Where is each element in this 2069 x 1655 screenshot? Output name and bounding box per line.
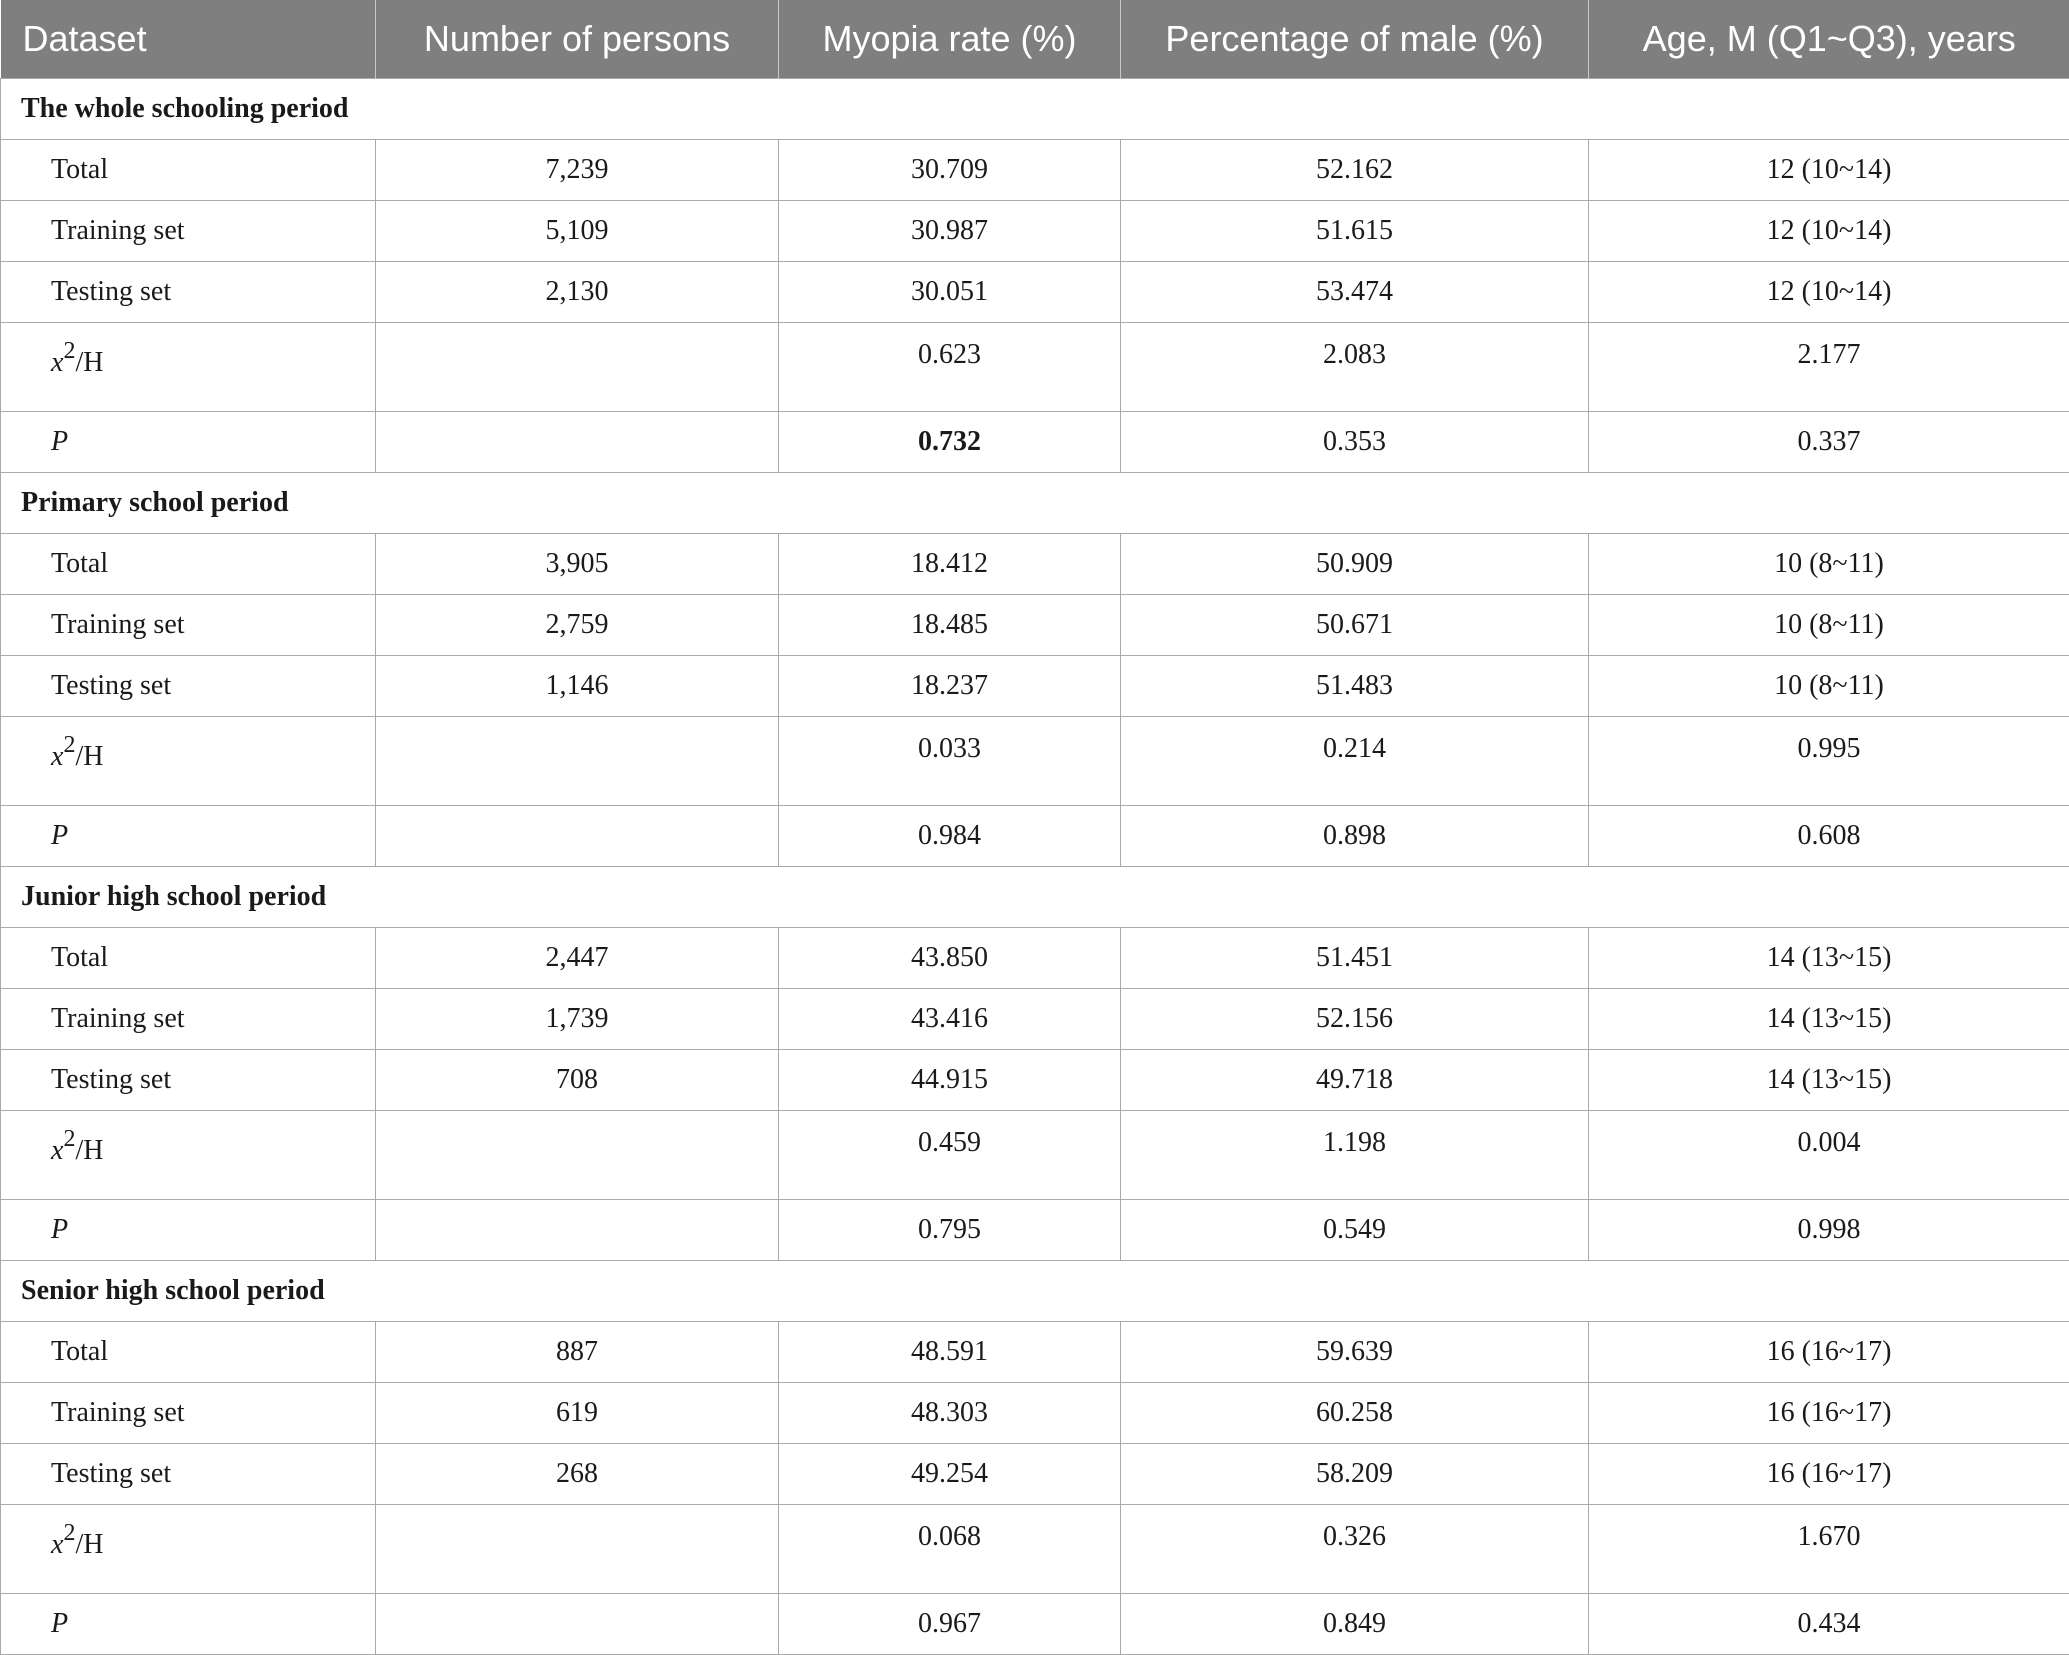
header-myopia-rate: Myopia rate (%) <box>779 0 1121 79</box>
table-cell: 50.671 <box>1121 595 1589 656</box>
table-row <box>1 201 2069 262</box>
table-cell: 44.915 <box>779 1050 1121 1111</box>
table-row <box>1 1050 2069 1111</box>
table-cell: 1.670 <box>1589 1505 2069 1594</box>
table-cell: 16 (16~17) <box>1589 1322 2069 1383</box>
table-cell: 0.995 <box>1589 717 2069 806</box>
table-cell: 52.162 <box>1121 140 1589 201</box>
table-cell: 30.051 <box>779 262 1121 323</box>
table-cell: 1.198 <box>1121 1111 1589 1200</box>
table-row <box>1 1322 2069 1383</box>
table-cell <box>376 1505 779 1594</box>
statistic-symbol: x <box>51 347 63 378</box>
table-cell <box>376 717 779 806</box>
row-label: Testing set <box>1 1444 376 1505</box>
statistic-label <box>1 1505 376 1594</box>
statistic-label <box>1 323 376 412</box>
row-label: Total <box>1 534 376 595</box>
table-row <box>1 595 2069 656</box>
header-age: Age, M (Q1~Q3), years <box>1589 0 2069 79</box>
table-cell: 0.898 <box>1121 806 1589 867</box>
table-body <box>1 79 2069 1655</box>
table-cell: 14 (13~15) <box>1589 989 2069 1050</box>
table-cell: 59.639 <box>1121 1322 1589 1383</box>
header-row <box>1 0 2069 79</box>
table-cell: 14 (13~15) <box>1589 928 2069 989</box>
table-cell: 0.849 <box>1121 1594 1589 1655</box>
table-cell: 48.591 <box>779 1322 1121 1383</box>
table-cell: 0.214 <box>1121 717 1589 806</box>
table-cell: 30.709 <box>779 140 1121 201</box>
table-cell: 0.326 <box>1121 1505 1589 1594</box>
table-cell <box>376 412 779 473</box>
section-row <box>1 79 2069 140</box>
row-label: Training set <box>1 1383 376 1444</box>
table-cell: 0.434 <box>1589 1594 2069 1655</box>
table-cell: 18.485 <box>779 595 1121 656</box>
section-row <box>1 473 2069 534</box>
table-row <box>1 1383 2069 1444</box>
statistic-row <box>1 717 2069 806</box>
statistic-label <box>1 1111 376 1200</box>
table-cell: 12 (10~14) <box>1589 201 2069 262</box>
table-cell: 2,759 <box>376 595 779 656</box>
row-label: Training set <box>1 201 376 262</box>
p-value-row <box>1 1200 2069 1261</box>
p-value-row <box>1 806 2069 867</box>
table-row <box>1 928 2069 989</box>
p-value-label: P <box>1 412 376 473</box>
statistic-symbol: x <box>51 1135 63 1166</box>
table-cell: 48.303 <box>779 1383 1121 1444</box>
table-cell: 10 (8~11) <box>1589 656 2069 717</box>
table-cell: 52.156 <box>1121 989 1589 1050</box>
table-cell: 51.615 <box>1121 201 1589 262</box>
table-cell: 30.987 <box>779 201 1121 262</box>
p-value-label: P <box>1 1594 376 1655</box>
table-cell: 12 (10~14) <box>1589 262 2069 323</box>
table-cell: 0.795 <box>779 1200 1121 1261</box>
row-label: Total <box>1 1322 376 1383</box>
statistic-row <box>1 323 2069 412</box>
table-cell: 10 (8~11) <box>1589 595 2069 656</box>
row-label: Training set <box>1 595 376 656</box>
table-cell <box>376 1594 779 1655</box>
statistic-label <box>1 717 376 806</box>
table-cell: 3,905 <box>376 534 779 595</box>
table-cell: 7,239 <box>376 140 779 201</box>
table-cell: 2.177 <box>1589 323 2069 412</box>
statistic-suffix: /H <box>75 1135 103 1166</box>
statistic-symbol: x <box>51 741 63 772</box>
table-cell: 0.033 <box>779 717 1121 806</box>
table-cell: 14 (13~15) <box>1589 1050 2069 1111</box>
row-label: Total <box>1 140 376 201</box>
header-dataset: Dataset <box>1 0 376 79</box>
table-row <box>1 534 2069 595</box>
table-cell: 0.337 <box>1589 412 2069 473</box>
table-cell: 50.909 <box>1121 534 1589 595</box>
header-percentage-male: Percentage of male (%) <box>1121 0 1589 79</box>
statistic-row <box>1 1505 2069 1594</box>
table-cell: 58.209 <box>1121 1444 1589 1505</box>
p-value-row <box>1 412 2069 473</box>
table-cell: 18.412 <box>779 534 1121 595</box>
statistic-row <box>1 1111 2069 1200</box>
header-number-of-persons: Number of persons <box>376 0 779 79</box>
table-cell: 0.004 <box>1589 1111 2069 1200</box>
table-row <box>1 140 2069 201</box>
table-cell: 16 (16~17) <box>1589 1383 2069 1444</box>
table-cell: 2,130 <box>376 262 779 323</box>
section-row <box>1 867 2069 928</box>
table-cell: 0.998 <box>1589 1200 2069 1261</box>
table-cell: 0.549 <box>1121 1200 1589 1261</box>
table-cell: 0.068 <box>779 1505 1121 1594</box>
table-cell: 2.083 <box>1121 323 1589 412</box>
table-cell: 619 <box>376 1383 779 1444</box>
table-cell: 268 <box>376 1444 779 1505</box>
table-cell: 0.984 <box>779 806 1121 867</box>
statistic-suffix: /H <box>75 347 103 378</box>
section-title: Senior high school period <box>1 1261 2069 1322</box>
table-cell: 0.608 <box>1589 806 2069 867</box>
table-cell: 0.732 <box>779 412 1121 473</box>
table-cell: 49.718 <box>1121 1050 1589 1111</box>
table-row <box>1 262 2069 323</box>
table-cell: 0.459 <box>779 1111 1121 1200</box>
table-cell <box>376 806 779 867</box>
table-cell: 0.623 <box>779 323 1121 412</box>
table-cell: 51.483 <box>1121 656 1589 717</box>
table-cell: 49.254 <box>779 1444 1121 1505</box>
table-cell: 53.474 <box>1121 262 1589 323</box>
table-cell: 51.451 <box>1121 928 1589 989</box>
section-title: The whole schooling period <box>1 79 2069 140</box>
table-row <box>1 1444 2069 1505</box>
row-label: Testing set <box>1 656 376 717</box>
table-cell: 1,146 <box>376 656 779 717</box>
table-cell: 0.353 <box>1121 412 1589 473</box>
table-cell: 43.850 <box>779 928 1121 989</box>
table-cell: 5,109 <box>376 201 779 262</box>
table-cell: 43.416 <box>779 989 1121 1050</box>
table-cell <box>376 1111 779 1200</box>
table-cell: 887 <box>376 1322 779 1383</box>
table-cell: 708 <box>376 1050 779 1111</box>
statistic-exponent: 2 <box>63 1520 75 1546</box>
row-label: Total <box>1 928 376 989</box>
table-cell: 16 (16~17) <box>1589 1444 2069 1505</box>
statistic-exponent: 2 <box>63 732 75 758</box>
section-row <box>1 1261 2069 1322</box>
section-title: Junior high school period <box>1 867 2069 928</box>
table-cell: 10 (8~11) <box>1589 534 2069 595</box>
p-value-label: P <box>1 806 376 867</box>
p-value-label: P <box>1 1200 376 1261</box>
table-cell: 18.237 <box>779 656 1121 717</box>
table-cell: 12 (10~14) <box>1589 140 2069 201</box>
table-row <box>1 656 2069 717</box>
table-row <box>1 989 2069 1050</box>
statistic-exponent: 2 <box>63 338 75 364</box>
statistic-suffix: /H <box>75 741 103 772</box>
table-cell: 2,447 <box>376 928 779 989</box>
section-title: Primary school period <box>1 473 2069 534</box>
statistic-symbol: x <box>51 1529 63 1560</box>
row-label: Testing set <box>1 1050 376 1111</box>
row-label: Testing set <box>1 262 376 323</box>
p-value-row <box>1 1594 2069 1655</box>
statistic-suffix: /H <box>75 1529 103 1560</box>
statistic-exponent: 2 <box>63 1126 75 1152</box>
table-cell: 0.967 <box>779 1594 1121 1655</box>
table-cell: 60.258 <box>1121 1383 1589 1444</box>
table-cell: 1,739 <box>376 989 779 1050</box>
row-label: Training set <box>1 989 376 1050</box>
table-cell <box>376 1200 779 1261</box>
table-cell <box>376 323 779 412</box>
